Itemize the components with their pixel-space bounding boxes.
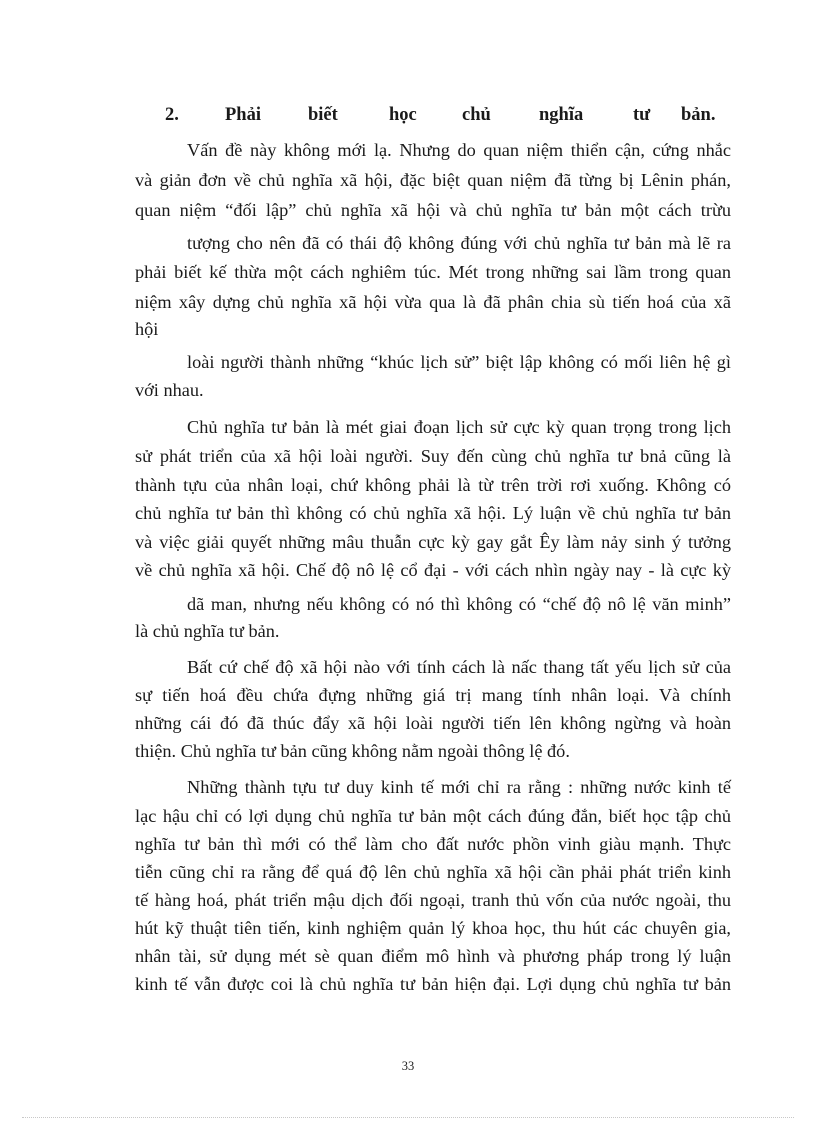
heading-word: 2. [165,105,179,125]
text-line: nhân tài, sử dụng mét sè quan điểm mô hình và phương pháp trong lý luận [135,946,731,966]
text-line: và việc giải quyết những mâu thuẫn cực kỳ gay gắt Êy làm nảy sinh ý tưởng [135,532,731,552]
text-line: niệm xây dựng chủ nghĩa xã hội vừa qua là đã phân chia sù tiến hoá của xã [135,292,731,312]
heading-word: tư [633,105,651,125]
text-line: dã man, nhưng nếu không có nó thì không có “chế độ nô lệ văn minh” [187,594,731,614]
text-line: những cái đó đã thúc đẩy xã hội loài người tiến lên không ngừng và hoàn [135,713,731,733]
text-line: Chủ nghĩa tư bản là mét giai đoạn lịch sử cực kỳ quan trọng trong lịch [187,417,731,437]
text-line: sự tiến hoá đều chứa đựng những giá trị mang tính nhân loại. Và chính [135,685,731,705]
text-line: Những thành tựu tư duy kinh tế mới chỉ ra rằng : những nước kinh tế [187,777,731,797]
text-line: Bất cứ chế độ xã hội nào với tính cách là nấc thang tất yếu lịch sử của [187,657,731,677]
footer-divider [22,1117,794,1118]
text-line: thiện. Chủ nghĩa tư bản cũng không nằm ngoài thông lệ đó. [135,741,570,761]
text-line: phải biết kế thừa một cách nghiêm túc. Mét trong những sai lầm trong quan [135,262,731,282]
text-line: tế hàng hoá, phát triển mậu dịch đối ngoại, tranh thủ vốn của nước ngoài, thu [135,890,731,910]
text-line: hút kỹ thuật tiên tiến, kinh nghiệm quản lý khoa học, thu hút các chuyên gia, [135,918,731,938]
text-line: nghĩa tư bản thì mới có thể làm cho đất nước phồn vinh giàu mạnh. Thực [135,834,731,854]
text-line: Vấn đề này không mới lạ. Nhưng do quan niệm thiển cận, cứng nhắc [187,140,731,160]
text-line: lạc hậu chỉ có lợi dụng chủ nghĩa tư bản một cách đúng đắn, biết học tập chủ [135,806,731,826]
heading-word: Phải [225,105,261,125]
text-line: quan niệm “đối lập” chủ nghĩa xã hội và chủ nghĩa tư bản một cách trừu [135,200,731,220]
text-line: chủ nghĩa tư bản thì không có chủ nghĩa xã hội. Lý luận về chủ nghĩa tư bản [135,503,731,523]
text-line: với nhau. [135,380,204,400]
text-line: loài người thành những “khúc lịch sử” biệt lập không có mối liên hệ gì [187,352,731,372]
text-line: là chủ nghĩa tư bản. [135,621,280,641]
heading-word: nghĩa [539,105,584,125]
text-line: tượng cho nên đã có thái độ không đúng với chủ nghĩa tư bản mà lẽ ra [187,233,731,253]
section-heading [165,101,731,129]
text-line: kinh tế vẫn được coi là chủ nghĩa tư bản hiện đại. Lợi dụng chủ nghĩa tư bản [135,974,731,994]
heading-word: bản. [681,105,716,125]
text-line: tiễn cũng chỉ ra rằng để quá độ lên chủ nghĩa xã hội cần phải phát triển kinh [135,862,731,882]
text-line: hội [135,319,159,339]
heading-word: học [389,105,417,125]
text-line: sử phát triển của xã hội loài người. Suy đến cùng chủ nghĩa tư bnả cũng là [135,446,731,466]
page-number: 33 [401,1059,415,1073]
text-line: về chủ nghĩa xã hội. Chế độ nô lệ cổ đại - với cách nhìn ngày nay - là cực kỳ [135,560,731,580]
heading-word: chủ [462,105,491,125]
text-line: và giản đơn về chủ nghĩa xã hội, đặc biệt quan niệm đã từng bị Lênin phán, [135,170,731,190]
heading-word: biết [308,105,338,125]
text-line: thành tựu của nhân loại, chứ không phải là từ trên trời rơi xuống. Không có [135,475,731,495]
